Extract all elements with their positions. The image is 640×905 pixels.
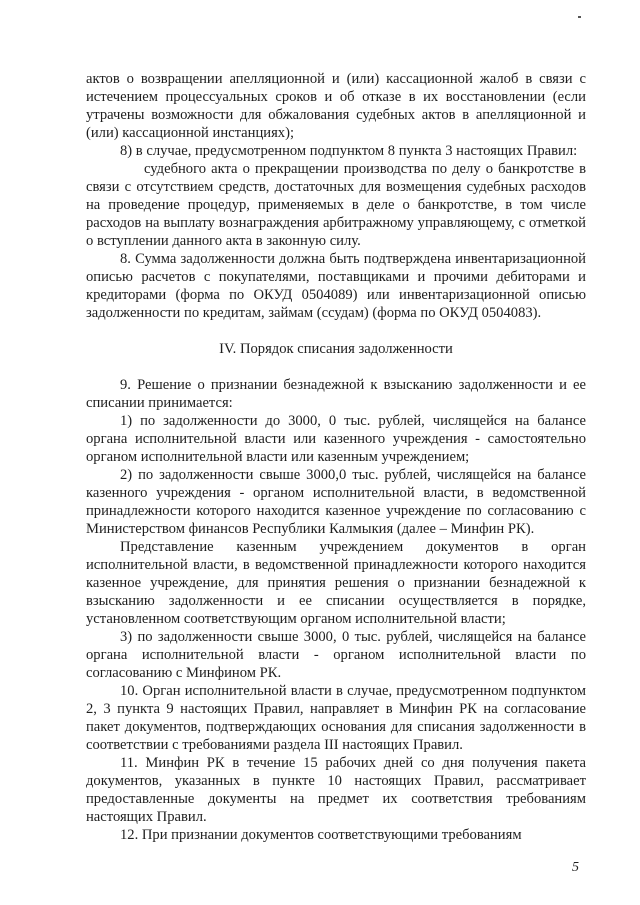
page-number: 5 <box>572 860 579 875</box>
paragraph-acts-return: актов о возвращении апелляционной и (или) кассационной жалоб в связи с истечением процессуальных сроков и об отказе в их восстановлении (если утрачены возможности для обжалования судебных актов в апелляционной и (или) кассационной инстанциях); <box>86 71 586 141</box>
paragraph-subitem-8: 8) в случае, предусмотренном подпунктом 8 пункта 3 настоящих Правил: <box>120 143 578 159</box>
paragraph-item-12: 12. При признании документов соответствующими требованиям <box>120 827 522 843</box>
paragraph-item-10: 10. Орган исполнительной власти в случае, предусмотренном подпунктом 2, 3 пункта 9 настоящих Правил, направляет в Минфин РК на согласование пакет документов, подтверждающих основания для списания задолженности в соответствии с требованиями раздела III настоящих Правил. <box>86 683 586 753</box>
scan-mark <box>578 16 581 18</box>
paragraph-item-9-3: 3) по задолженности свыше 3000, 0 тыс. рублей, числящейся на балансе органа исполнительной власти - органом исполнительной власти по согласованию с Минфином РК. <box>86 629 586 681</box>
paragraph-item-9: 9. Решение о признании безнадежной к взысканию задолженности и ее списании принимается: <box>86 377 586 411</box>
section-heading-iv: IV. Порядок списания задолженности <box>219 341 453 357</box>
paragraph-bankruptcy-act: судебного акта о прекращении производства по делу о банкротстве в связи с отсутствием средств, достаточных для возмещения судебных расходов на проведение процедур, применяемых в деле о банкротстве, в том числе расходов на выплату вознаграждения арбитражному управляющему, с отметкой о вступлении данного акта в законную силу. <box>86 161 586 249</box>
paragraph-item-9-2: 2) по задолженности свыше 3000,0 тыс. рублей, числящейся на балансе казенного учреждения - органом исполнительной власти, в ведомственной принадлежности которого находится казенное учреждение по согласованию с Министерством финансов Республики Калмыкия (далее – Минфин РК). <box>86 467 586 537</box>
document-page <box>86 70 586 844</box>
paragraph-submission: Представление казенным учреждением документов в орган исполнительной власти, в ведомственной принадлежности которого находится казенное учреждение, для принятия решения о признании безнадежной к взысканию задолженности и ее списании осуществляется в порядке, установленном соответствующим органом исполнительной власти; <box>86 539 586 627</box>
paragraph-item-8: 8. Сумма задолженности должна быть подтверждена инвентаризационной описью расчетов с покупателями, поставщиками и прочими дебиторами и кредиторами (форма по ОКУД 0504089) или инвентаризационной описью задолженности по кредитам, займам (ссудам) (форма по ОКУД 0504083). <box>86 251 586 321</box>
paragraph-item-9-1: 1) по задолженности до 3000, 0 тыс. рублей, числящейся на балансе органа исполнительной власти или казенного учреждения - самостоятельно органом исполнительной власти или казенным учреждением; <box>86 413 586 465</box>
paragraph-item-11: 11. Минфин РК в течение 15 рабочих дней со дня получения пакета документов, указанных в пункте 10 настоящих Правил, рассматривает предоставленные документы на предмет их соответствия требованиям настоящих Правил. <box>86 755 586 825</box>
